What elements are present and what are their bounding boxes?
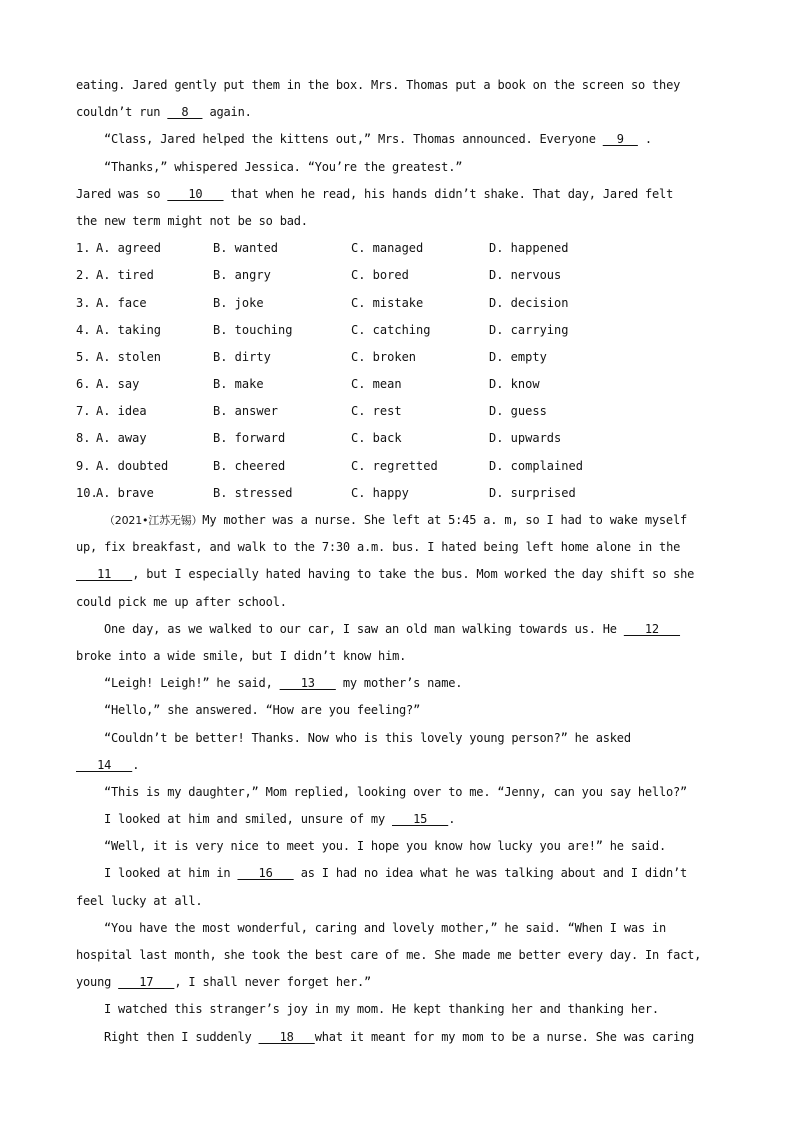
option-a: A. idea	[96, 404, 147, 419]
text: “Class, Jared helped the kittens out,” Mrs. Thomas announced. Everyone	[104, 132, 603, 147]
text-line	[76, 806, 716, 833]
text: broke into a wide smile, but I didn’t know him.	[76, 648, 407, 663]
question-number: 4.	[76, 322, 91, 337]
text: , I shall never forget her.”	[174, 975, 372, 990]
option-b: B. answer	[213, 404, 279, 419]
text-line	[76, 1024, 716, 1051]
text: One day, as we walked to our car, I saw an old man walking towards us. He	[104, 621, 624, 636]
blank-15: 15	[392, 812, 449, 827]
option-c: C. happy	[351, 485, 409, 500]
question-number: 10.	[76, 485, 98, 500]
option-c: C. back	[351, 431, 402, 446]
option-b: B. wanted	[213, 241, 279, 256]
text: “You have the most wonderful, caring and lovely mother,” he said. “When I was in	[104, 920, 666, 935]
text: I looked at him and smiled, unsure of my	[104, 812, 393, 827]
option-b: B. touching	[213, 322, 293, 337]
option-row	[76, 371, 716, 398]
option-c: C. mean	[351, 377, 402, 392]
blank-12: 12	[623, 621, 681, 636]
option-d: D. guess	[489, 404, 547, 419]
blank-13: 13	[279, 676, 336, 691]
text: I watched this stranger’s joy in my mom. He kept thanking her and thanking her.	[104, 1002, 659, 1017]
blank-10: 10	[167, 186, 224, 201]
question-number: 6.	[76, 377, 91, 392]
blank-8: 8	[167, 105, 203, 120]
option-d: D. upwards	[489, 431, 562, 446]
option-b: B. joke	[213, 295, 264, 310]
text-line	[76, 99, 716, 126]
option-d: D. complained	[489, 458, 583, 473]
text: Right then I suddenly	[104, 1029, 259, 1044]
text-line	[76, 888, 716, 915]
option-b: B. forward	[213, 431, 286, 446]
question-number: 8.	[76, 431, 91, 446]
text-line	[76, 534, 716, 561]
option-b: B. stressed	[213, 485, 293, 500]
option-c: C. rest	[351, 404, 402, 419]
text: I looked at him in	[104, 866, 238, 881]
text-line	[76, 996, 716, 1023]
text: “Well, it is very nice to meet you. I hope you know how lucky you are!” he said.	[104, 839, 666, 854]
text: again.	[202, 105, 252, 120]
blank-18: 18	[258, 1029, 315, 1044]
option-d: D. know	[489, 377, 540, 392]
option-a: A. doubted	[96, 458, 169, 473]
option-c: C. catching	[351, 322, 431, 337]
option-b: B. make	[213, 377, 264, 392]
option-a: A. agreed	[96, 241, 162, 256]
text: Jared was so	[76, 186, 168, 201]
option-row	[76, 235, 716, 262]
question-number: 3.	[76, 295, 91, 310]
option-a: A. say	[96, 377, 140, 392]
text-line	[76, 507, 716, 534]
text-line	[76, 589, 716, 616]
text: “This is my daughter,” Mom replied, looking over to me. “Jenny, can you say hello?”	[104, 784, 688, 799]
option-a: A. away	[96, 431, 147, 446]
option-c: C. bored	[351, 268, 409, 283]
text: what it meant for my mom to be a nurse. She was caring	[314, 1029, 695, 1044]
text: up, fix breakfast, and walk to the 7:30 a.m. bus. I hated being left home alone in the	[76, 540, 681, 555]
options-list	[76, 235, 716, 507]
text: eating. Jared gently put them in the box. Mrs. Thomas put a book on the screen so they	[76, 78, 681, 92]
option-row	[76, 317, 716, 344]
option-row	[76, 262, 716, 289]
text-line	[76, 697, 716, 724]
option-row	[76, 480, 716, 507]
option-d: D. nervous	[489, 268, 562, 283]
text-line	[76, 154, 716, 181]
text: .	[448, 812, 456, 827]
text: My mother was a nurse. She left at 5:45 a. m, so I had to wake myself	[202, 513, 687, 527]
option-c: C. regretted	[351, 458, 438, 473]
option-d: D. empty	[489, 349, 547, 364]
blank-9: 9	[602, 132, 638, 147]
option-d: D. carrying	[489, 322, 569, 337]
option-c: C. managed	[351, 241, 424, 256]
question-number: 7.	[76, 404, 91, 419]
source-tag: （2021•江苏无锡）	[104, 514, 203, 527]
text-line	[76, 860, 716, 887]
text: feel lucky at all.	[76, 893, 203, 908]
text-line	[76, 725, 716, 752]
question-number: 1.	[76, 241, 91, 256]
option-b: B. dirty	[213, 349, 271, 364]
blank-11: 11	[76, 567, 133, 582]
option-row	[76, 290, 716, 317]
text: .	[132, 757, 140, 772]
question-number: 9.	[76, 458, 91, 473]
text: “Thanks,” whispered Jessica. “You’re the greatest.”	[104, 159, 463, 174]
question-number: 2.	[76, 268, 91, 283]
option-c: C. broken	[351, 349, 417, 364]
text: young	[76, 975, 119, 990]
text: , but I especially hated having to take the bus. Mom worked the day shift so she	[132, 567, 695, 582]
text: the new term might not be so bad.	[76, 213, 308, 228]
text: “Leigh! Leigh!” he said,	[104, 676, 280, 691]
option-row	[76, 425, 716, 452]
blank-14: 14	[76, 757, 133, 772]
option-a: A. taking	[96, 322, 162, 337]
text-line	[76, 969, 716, 996]
text-line	[76, 561, 716, 588]
text: could pick me up after school.	[76, 594, 287, 609]
text-line	[76, 942, 716, 969]
text: hospital last month, she took the best care of me. She made me better every day. In fact,	[76, 948, 702, 962]
text-line	[76, 72, 716, 99]
option-b: B. angry	[213, 268, 271, 283]
option-b: B. cheered	[213, 458, 286, 473]
text-line	[76, 752, 716, 779]
text-line	[76, 670, 716, 697]
text-line	[76, 126, 716, 153]
text: “Hello,” she answered. “How are you feeling?”	[104, 703, 421, 718]
option-d: D. decision	[489, 295, 569, 310]
text-line	[76, 643, 716, 670]
option-a: A. brave	[96, 485, 154, 500]
text-line	[76, 833, 716, 860]
document-page	[76, 72, 716, 1051]
text: .	[637, 132, 652, 147]
text-line	[76, 208, 716, 235]
text: couldn’t run	[76, 105, 168, 120]
text: as I had no idea what he was talking about and I didn’t	[293, 866, 688, 881]
text-line	[76, 616, 716, 643]
text: that when he read, his hands didn’t shake. That day, Jared felt	[223, 186, 674, 201]
option-row	[76, 398, 716, 425]
option-d: D. surprised	[489, 485, 576, 500]
option-a: A. stolen	[96, 349, 162, 364]
option-a: A. tired	[96, 268, 154, 283]
text: my mother’s name.	[335, 676, 463, 691]
option-d: D. happened	[489, 241, 569, 256]
option-c: C. mistake	[351, 295, 424, 310]
option-row	[76, 344, 716, 371]
option-row	[76, 453, 716, 480]
blank-17: 17	[118, 975, 175, 990]
text-line	[76, 779, 716, 806]
text-line	[76, 915, 716, 942]
text-line	[76, 181, 716, 208]
text: “Couldn’t be better! Thanks. Now who is this lovely young person?” he asked	[104, 730, 631, 745]
question-number: 5.	[76, 349, 91, 364]
blank-16: 16	[237, 866, 294, 881]
option-a: A. face	[96, 295, 147, 310]
